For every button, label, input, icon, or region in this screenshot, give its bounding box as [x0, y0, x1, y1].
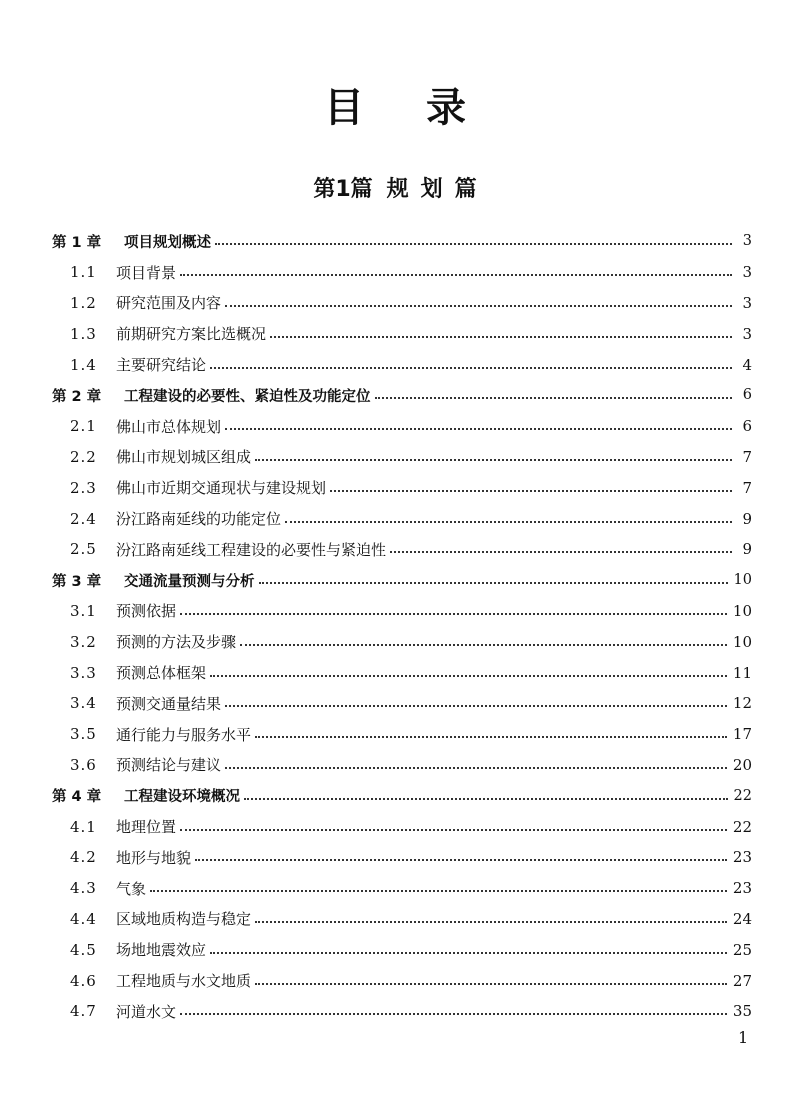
toc-entry-page: 10	[732, 601, 752, 620]
toc-entry-page: 20	[732, 755, 752, 774]
part-label: 第1篇	[313, 177, 373, 202]
dot-leader	[180, 829, 727, 831]
table-of-contents	[0, 226, 790, 1027]
toc-entry-title: 预测结论与建议	[116, 756, 222, 775]
dot-leader	[244, 798, 728, 800]
toc-entry-page: 3	[742, 324, 752, 343]
toc-entry-title: 主要研究结论	[116, 356, 207, 375]
toc-entry-number: 3.1	[70, 601, 97, 620]
toc-entry-page: 35	[732, 1002, 752, 1021]
toc-entry-page: 3	[742, 263, 752, 282]
toc-entry-number: 4.1	[70, 817, 97, 836]
toc-entry-number: 4.7	[70, 1002, 97, 1021]
toc-section-entry[interactable]	[0, 965, 790, 996]
toc-entry-title: 预测的方法及步骤	[116, 633, 237, 652]
toc-section-entry[interactable]	[0, 442, 790, 473]
toc-entry-page: 9	[742, 540, 752, 559]
dot-leader	[285, 521, 732, 523]
toc-entry-number: 1.1	[70, 263, 97, 282]
toc-entry-title: 佛山市规划城区组成	[116, 448, 252, 467]
toc-entry-number: 4.4	[70, 909, 97, 928]
page-title-char-2: 录	[426, 85, 466, 131]
toc-entry-page: 12	[732, 694, 752, 713]
toc-entry-page: 25	[732, 940, 752, 959]
toc-entry-page: 6	[742, 387, 752, 404]
toc-entry-page: 11	[732, 663, 752, 682]
toc-section-entry[interactable]	[0, 904, 790, 935]
toc-entry-number: 2.2	[70, 447, 97, 466]
toc-entry-title: 汾江路南延线工程建设的必要性与紧迫性	[116, 540, 387, 559]
dot-leader	[225, 705, 727, 707]
toc-entry-page: 6	[742, 417, 752, 436]
toc-entry-page: 3	[742, 233, 752, 250]
part-word-3: 篇	[454, 177, 477, 202]
toc-entry-title: 场地地震效应	[116, 941, 207, 960]
toc-entry-number: 4.6	[70, 971, 97, 990]
dot-leader	[270, 336, 732, 338]
toc-section-entry[interactable]	[0, 996, 790, 1027]
dot-leader	[180, 274, 732, 276]
toc-entry-title: 地理位置	[116, 818, 177, 837]
dot-leader	[195, 859, 727, 861]
toc-entry-title: 项目规划概述	[124, 234, 211, 251]
toc-chapter-entry[interactable]	[0, 226, 790, 257]
toc-entry-title: 研究范围及内容	[116, 294, 222, 313]
toc-entry-title: 前期研究方案比选概况	[116, 325, 267, 344]
toc-entry-title: 地形与地貌	[116, 848, 192, 867]
toc-chapter-entry[interactable]	[0, 380, 790, 411]
toc-entry-number: 1.4	[70, 355, 97, 374]
toc-entry-number: 3.5	[70, 725, 97, 744]
dot-leader	[210, 952, 727, 954]
toc-entry-number: 第 3 章	[52, 573, 102, 590]
toc-section-entry[interactable]	[0, 842, 790, 873]
toc-entry-page: 22	[732, 817, 752, 836]
dot-leader	[225, 305, 732, 307]
toc-entry-page: 7	[742, 478, 752, 497]
toc-entry-number: 第 2 章	[52, 388, 102, 405]
toc-entry-number: 3.4	[70, 694, 97, 713]
toc-entry-page: 7	[742, 447, 752, 466]
page-title-char-1: 目	[324, 85, 364, 131]
toc-entry-page: 22	[733, 787, 752, 804]
dot-leader	[210, 367, 732, 369]
toc-chapter-entry[interactable]	[0, 565, 790, 596]
dot-leader	[180, 1013, 727, 1015]
dot-leader	[330, 490, 732, 492]
toc-entry-title: 汾江路南延线的功能定位	[116, 510, 282, 529]
toc-entry-page: 23	[732, 879, 752, 898]
toc-entry-title: 预测总体框架	[116, 664, 207, 683]
toc-section-entry[interactable]	[0, 318, 790, 349]
toc-entry-number: 第 4 章	[52, 789, 102, 806]
toc-entry-title: 预测交通量结果	[116, 694, 222, 713]
toc-entry-number: 3.3	[70, 663, 97, 682]
toc-entry-page: 10	[732, 632, 752, 651]
toc-section-entry[interactable]	[0, 503, 790, 534]
toc-section-entry[interactable]	[0, 257, 790, 288]
toc-entry-title: 工程建设环境概况	[124, 789, 240, 806]
page-title	[0, 82, 790, 134]
toc-entry-title: 气象	[116, 879, 147, 898]
toc-entry-page: 4	[742, 355, 752, 374]
toc-chapter-entry[interactable]	[0, 780, 790, 811]
toc-entry-title: 工程地质与水文地质	[116, 972, 252, 991]
toc-entry-number: 2.4	[70, 509, 97, 528]
dot-leader	[255, 459, 732, 461]
toc-entry-title: 佛山市近期交通现状与建设规划	[116, 479, 327, 498]
dot-leader	[180, 613, 727, 615]
toc-entry-number: 4.3	[70, 879, 97, 898]
toc-entry-number: 2.1	[70, 417, 97, 436]
toc-entry-page: 3	[742, 293, 752, 312]
toc-entry-page: 10	[733, 572, 752, 589]
dot-leader	[255, 921, 727, 923]
dot-leader	[225, 767, 727, 769]
toc-entry-page: 17	[732, 725, 752, 744]
toc-section-entry[interactable]	[0, 626, 790, 657]
dot-leader	[259, 582, 728, 584]
toc-section-entry[interactable]	[0, 657, 790, 688]
toc-entry-number: 3.6	[70, 755, 97, 774]
page-number: 1	[738, 1028, 749, 1047]
toc-entry-title: 预测依据	[116, 602, 177, 621]
toc-entry-number: 第 1 章	[52, 234, 102, 251]
toc-section-entry[interactable]	[0, 873, 790, 904]
toc-section-entry[interactable]	[0, 934, 790, 965]
part-word-1: 规	[386, 177, 409, 202]
toc-entry-page: 27	[732, 971, 752, 990]
toc-entry-page: 24	[732, 909, 752, 928]
dot-leader	[150, 890, 727, 892]
toc-section-entry[interactable]	[0, 719, 790, 750]
toc-entry-number: 3.2	[70, 632, 97, 651]
toc-entry-title: 佛山市总体规划	[116, 417, 222, 436]
toc-entry-title: 交通流量预测与分析	[124, 573, 255, 590]
toc-entry-page: 9	[742, 509, 752, 528]
dot-leader	[210, 675, 727, 677]
dot-leader	[240, 644, 727, 646]
toc-section-entry[interactable]	[0, 349, 790, 380]
toc-section-entry[interactable]	[0, 411, 790, 442]
dot-leader	[255, 983, 727, 985]
toc-section-entry[interactable]	[0, 596, 790, 627]
part-heading	[0, 172, 790, 208]
part-word-2: 划	[420, 177, 443, 202]
toc-entry-number: 4.5	[70, 940, 97, 959]
toc-entry-page: 23	[732, 848, 752, 867]
toc-section-entry[interactable]	[0, 534, 790, 565]
dot-leader	[225, 428, 732, 430]
dot-leader	[375, 397, 733, 399]
toc-entry-number: 1.3	[70, 324, 97, 343]
toc-section-entry[interactable]	[0, 288, 790, 319]
dot-leader	[255, 736, 727, 738]
toc-section-entry[interactable]	[0, 750, 790, 781]
toc-section-entry[interactable]	[0, 472, 790, 503]
toc-entry-title: 河道水文	[116, 1002, 177, 1021]
toc-entry-number: 4.2	[70, 848, 97, 867]
dot-leader	[390, 551, 732, 553]
toc-entry-number: 2.3	[70, 478, 97, 497]
toc-entry-title: 工程建设的必要性、紧迫性及功能定位	[124, 388, 371, 405]
toc-entry-title: 区域地质构造与稳定	[116, 910, 252, 929]
toc-entry-number: 1.2	[70, 293, 97, 312]
toc-entry-title: 项目背景	[116, 263, 177, 282]
toc-section-entry[interactable]	[0, 688, 790, 719]
toc-entry-title: 通行能力与服务水平	[116, 725, 252, 744]
toc-entry-number: 2.5	[70, 540, 97, 559]
toc-section-entry[interactable]	[0, 811, 790, 842]
dot-leader	[215, 243, 732, 245]
